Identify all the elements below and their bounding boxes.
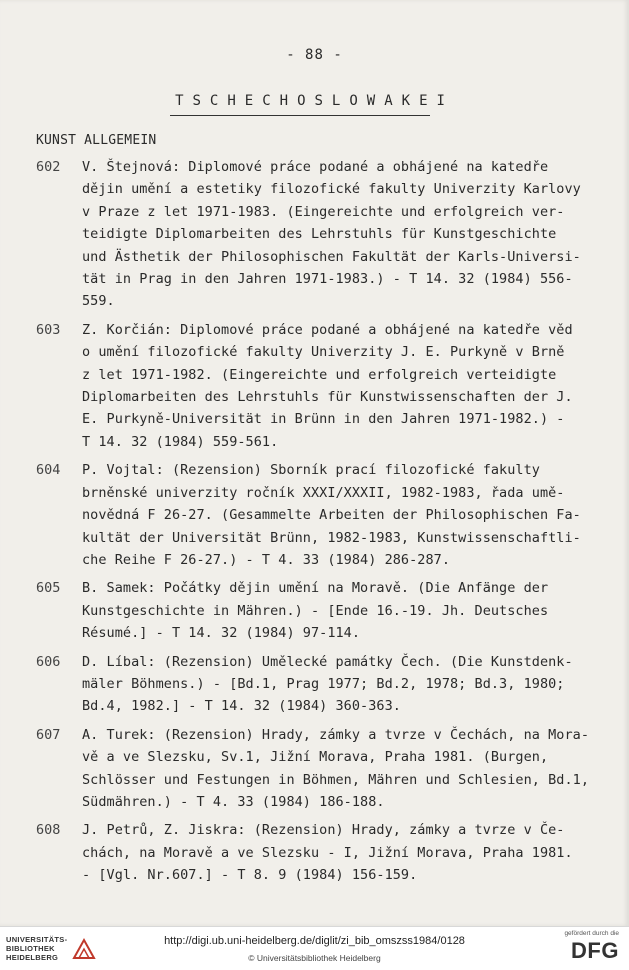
entry-line: P. Vojtal: (Rezension) Sborník prací filozofické fakulty	[82, 462, 540, 479]
entry-line: Kunstgeschichte in Mähren.) - [Ende 16.-19. Jh. Deutsches	[82, 602, 549, 619]
entry-line: tät in Prag in den Jahren 1971-1983.) - T 14. 32 (1984) 556-	[82, 271, 573, 288]
entry-line: Südmähren.) - T 4. 33 (1984) 186-188.	[82, 793, 385, 810]
entry-line: brněnské univerzity ročník XXXI/XXXII, 1982-1983, řada umě-	[82, 484, 565, 501]
dfg-logo-text: DFG	[571, 938, 619, 963]
entry-number: 605	[36, 580, 61, 597]
entry-text	[82, 724, 612, 814]
bibliography-entries	[36, 156, 614, 893]
entry-line: B. Samek: Počátky dějin umění na Moravě. (Die Anfänge der	[82, 580, 549, 597]
entry-number: 607	[36, 726, 61, 743]
logo-line: HEIDELBERG	[6, 953, 59, 962]
entry-number: 604	[36, 462, 61, 479]
entry-line: novědná F 26-27. (Gesammelte Arbeiten der Philosophischen Fa-	[82, 507, 581, 524]
footer-bar	[0, 926, 629, 970]
title-underline	[170, 115, 430, 116]
entry-text	[82, 577, 612, 644]
bibliography-entry	[36, 651, 614, 718]
entry-text	[82, 156, 612, 313]
entry-line: A. Turek: (Rezension) Hrady, zámky a tvrze v Čechách, na Mora-	[82, 726, 590, 743]
entry-text	[82, 651, 612, 718]
entry-line: che Reihe F 26-27.) - T 4. 33 (1984) 286-287.	[82, 551, 450, 568]
entry-text	[82, 459, 612, 571]
entry-line: kultät der Universität Brünn, 1982-1983, Kunstwissenschaftli-	[82, 529, 581, 546]
entry-number: 606	[36, 653, 61, 670]
funded-by-text	[564, 930, 619, 938]
entry-number: 608	[36, 822, 61, 839]
entry-line: - [Vgl. Nr.607.] - T 8. 9 (1984) 156-159.	[82, 867, 418, 884]
entry-number: 602	[36, 159, 61, 175]
bibliography-entry	[36, 156, 614, 313]
entry-line: Z. Korčián: Diplomové práce podané a obhájené na katedře věd	[82, 321, 573, 338]
entry-number: 603	[36, 321, 61, 338]
entry-line: T 14. 32 (1984) 559-561.	[82, 433, 279, 450]
page-number: - 88 -	[286, 47, 343, 63]
entry-line: vě a ve Slezsku, Sv.1, Jižní Morava, Praha 1981. (Burgen,	[82, 749, 549, 766]
copyright-text: © Universitätsbibliothek Heidelberg	[248, 953, 381, 963]
entry-line: Bd.4, 1982.] - T 14. 32 (1984) 360-363.	[82, 698, 401, 715]
entry-text	[82, 819, 612, 886]
logo-line: UNIVERSITÄTS-	[6, 935, 68, 944]
entry-line: Schlösser und Festungen in Böhmen, Mähren und Schlesien, Bd.1,	[82, 771, 590, 788]
entry-line: Résumé.] - T 14. 32 (1984) 97-114.	[82, 625, 361, 642]
entry-text	[82, 319, 612, 453]
funded-line: gefördert durch die	[564, 930, 619, 937]
bibliography-entry	[36, 724, 614, 814]
entry-line: 559.	[82, 293, 115, 310]
entry-line: und Ästhetik der Philosophischen Fakultät der Karls-Universi-	[82, 248, 581, 265]
entry-line: z let 1971-1982. (Eingereichte und erfolgreich verteidigte	[82, 366, 557, 383]
entry-line: Diplomarbeiten des Lehrstuhls für Kunstwissenschaften der J.	[82, 389, 573, 406]
bibliography-entry	[36, 319, 614, 453]
entry-line: E. Purkyně-Universität in Brünn in den Jahren 1971-1982.) -	[82, 411, 565, 428]
entry-line: v Praze z let 1971-1983. (Eingereichte und erfolgreich ver-	[82, 203, 565, 220]
entry-line: D. Líbal: (Rezension) Umělecké památky Čech. (Die Kunstdenk-	[82, 653, 573, 670]
entry-line: mäler Böhmens.) - [Bd.1, Prag 1977; Bd.2, 1978; Bd.3, 1980;	[82, 675, 565, 692]
entry-line: o umění filozofické fakulty Univerzity J. E. Purkyně v Brně	[82, 344, 565, 361]
section-title: TSCHECHOSLOWAKEI	[175, 93, 454, 109]
dfg-logo[interactable]	[564, 930, 619, 964]
entry-line: J. Petrů, Z. Jiskra: (Rezension) Hrady, zámky a tvrze v Če-	[82, 822, 565, 839]
source-url-link[interactable]: http://digi.ub.uni-heidelberg.de/diglit/zi_bib_omszss1984/0128	[164, 935, 465, 947]
category-heading: KUNST ALLGEMEIN	[36, 133, 157, 148]
bibliography-entry	[36, 819, 614, 886]
bibliography-entry	[36, 577, 614, 644]
bibliography-entry	[36, 459, 614, 571]
entry-line: dějin umění a estetiky filozofické fakulty Univerzity Karlovy	[82, 181, 581, 198]
entry-line: teidigte Diplomarbeiten des Lehrstuhls für Kunstgeschichte	[82, 226, 557, 243]
logo-line: BIBLIOTHEK	[6, 944, 55, 953]
entry-line: V. Štejnová: Diplomové práce podané a obhájené na katedře	[82, 159, 549, 175]
entry-line: chách, na Moravě a ve Slezsku - I, Jižní Morava, Praha 1981.	[82, 844, 573, 861]
